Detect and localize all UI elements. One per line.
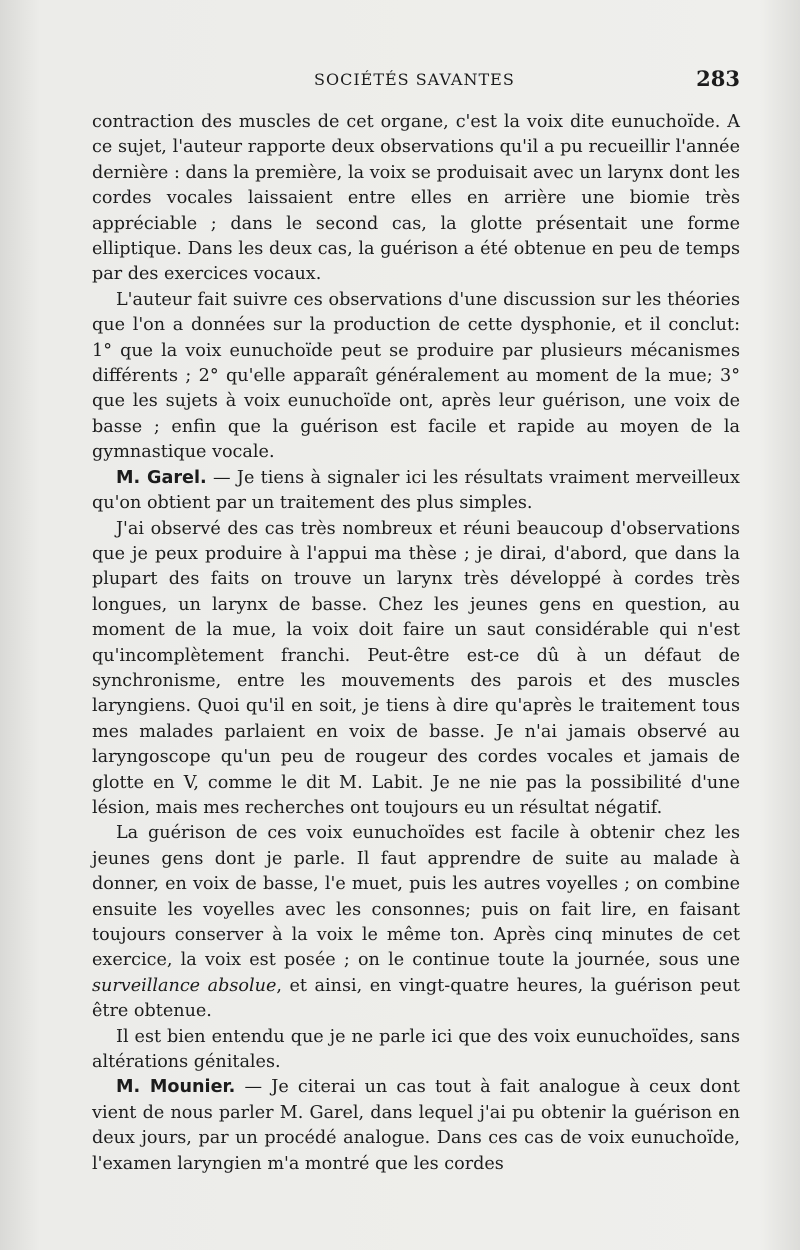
speaker-name: M. Mounier.: [116, 1077, 236, 1098]
paragraph: [92, 110, 740, 288]
speaker-name: M. Garel.: [116, 467, 207, 488]
paragraph-text: Il est bien entendu que je ne parle ici que des voix eunuchoïdes, sans altérations génitales.: [92, 1026, 740, 1073]
paragraph-text: La guérison de ces voix eunuchoïdes est facile à obtenir chez les jeunes gens dont je parle. Il faut apprendre de suite au malade à donner, en voix de basse, l'e muet, puis les autres voyelles ; on combine ensuite les voyelles avec les consonnes; puis on fait lire, en faisant toujours conserver à la voix le même ton. Après cinq minutes de cet exercice, la voix est posée ; on le continue toute la journée, sous une: [92, 823, 740, 971]
paragraph-text: J'ai observé des cas très nombreux et réuni beaucoup d'observations que je peux produire à l'appui ma thèse ; je dirai, d'abord, que dans la plupart des faits on trouve un larynx très développé à cordes très longues, un larynx de basse. Chez les jeunes gens en question, au moment de la mue, la voix doit faire un saut considérable qui n'est qu'incomplètement franchi. Peut-être est-ce dû à un défaut de synchronisme, entre les mouvements des parois et des muscles laryngiens. Quoi qu'il en soit, je tiens à dire qu'après le traitement tous mes malades parlaient en voix de basse. Je n'ai jamais observé au laryngoscope qu'un peu de rougeur des cordes vocales et jamais de glotte en V, comme le dit M. Labit. Je ne nie pas la possibilité d'une lésion, mais mes recherches ont toujours eu un résultat négatif.: [92, 518, 740, 818]
page-header: [92, 66, 740, 96]
body-text: [92, 110, 740, 1177]
paragraph-text: — Je tiens à signaler ici les résultats vraiment merveilleux qu'on obtient par un traitement des plus simples.: [92, 467, 740, 514]
running-title: SOCIÉTÉS SAVANTES: [314, 70, 515, 89]
paragraph-text: , et ainsi, en vingt-quatre heures, la guérison peut être obtenue.: [92, 975, 740, 1022]
paragraph: [92, 288, 740, 466]
paragraph-text: — Je citerai un cas tout à fait analogue à ceux dont vient de nous parler M. Garel, dans lequel j'ai pu obtenir la guérison en deux jours, par un procédé analogue. Dans ces cas de voix eunuchoïde, l'examen laryngien m'a montré que les cordes: [92, 1077, 740, 1174]
paragraph: [92, 466, 740, 517]
paragraph: [92, 1075, 740, 1177]
paragraph-text: L'auteur fait suivre ces observations d'une discussion sur les théories que l'on a données sur la production de cette dysphonie, et il conclut: 1° que la voix eunuchoïde peut se produire par plusieurs mécanismes différents ; 2° qu'elle apparaît généralement au moment de la mue; 3° que les sujets à voix eunuchoïde ont, après leur guérison, une voix de basse ; enfin que la guérison est facile et rapide au moyen de la gymnastique vocale.: [92, 289, 740, 463]
page-number: 283: [696, 66, 740, 91]
paragraph: [92, 821, 740, 1024]
paragraph: [92, 1025, 740, 1076]
emphasis-text: surveillance absolue: [92, 975, 277, 996]
paragraph: [92, 517, 740, 822]
paragraph-text: contraction des muscles de cet organe, c'est la voix dite eunuchoïde. A ce sujet, l'auteur rapporte deux observations qu'il a pu recueillir l'année dernière : dans la première, la voix se produisait avec un larynx dont les cordes vocales laissaient entre elles en arrière une biomie très appréciable ; dans le second cas, la glotte présentait une forme elliptique. Dans les deux cas, la guérison a été obtenue en peu de temps par des exercices vocaux.: [92, 112, 740, 285]
